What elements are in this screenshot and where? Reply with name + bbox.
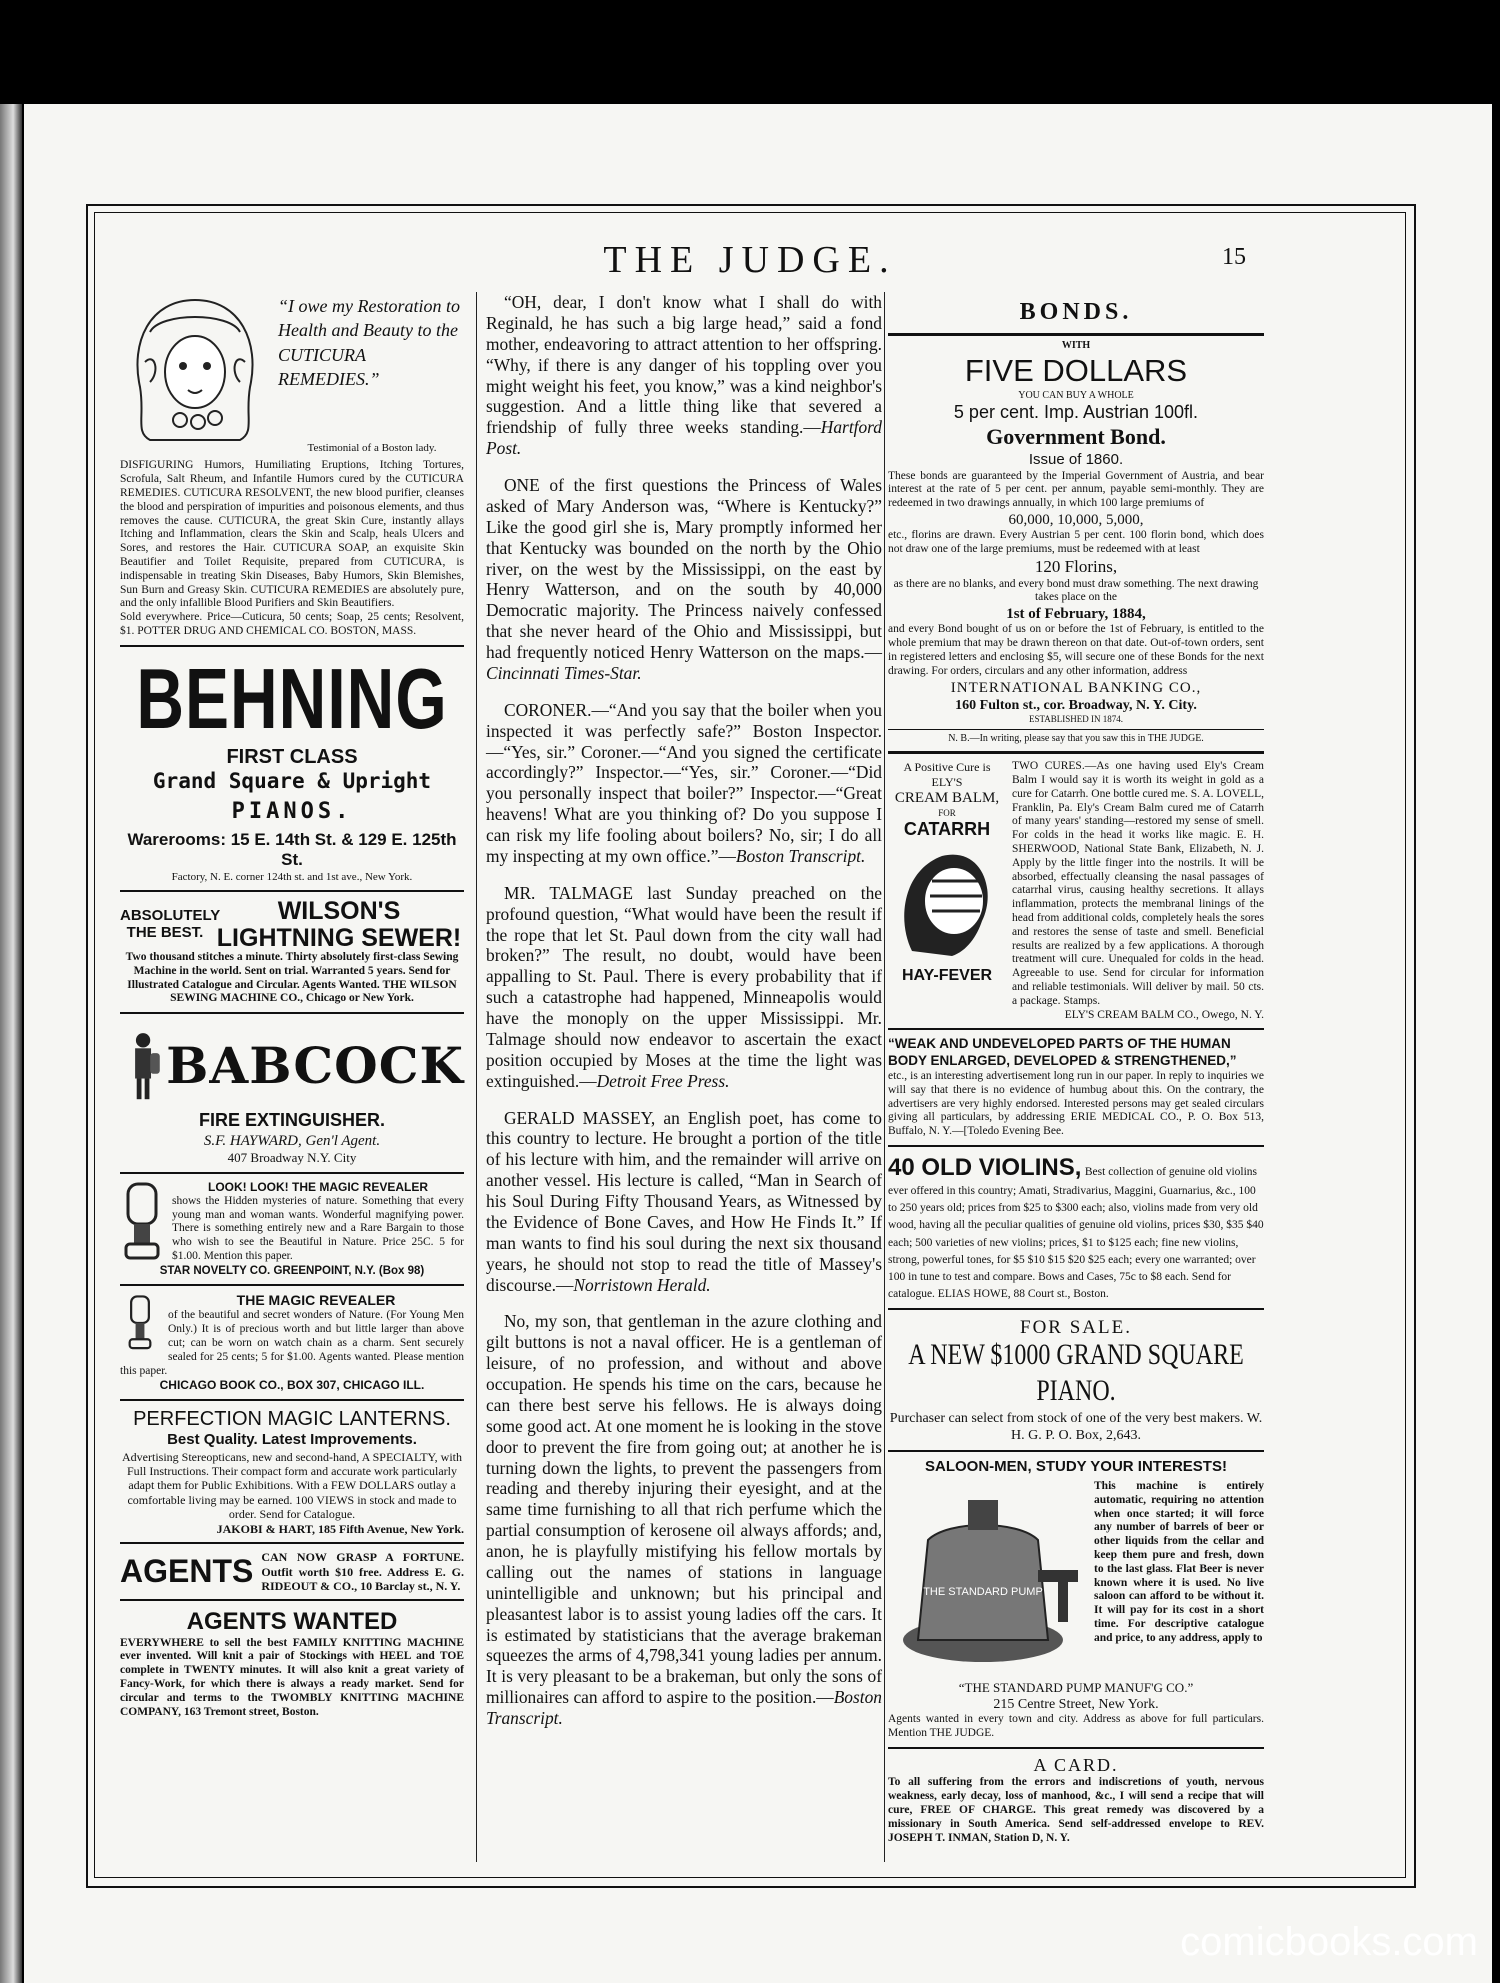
card-title: A CARD. — [1033, 1754, 1119, 1775]
a-card-ad — [888, 1749, 1264, 1846]
magic-lanterns-ad — [120, 1401, 464, 1544]
beer-pump-illustration — [888, 1480, 1088, 1680]
behning-warerooms: Warerooms: 15 E. 14th St. & 129 E. 125th St. — [127, 829, 457, 870]
weak-body: etc., is an interesting advertisement long run in our paper. In reply to inquiries we will say that there is no evidence of humbug about this. On the contrary, the advertisers are very highly endorsed. Interested persons may get sealed circulars giving all particulars, by addressing ERIE MEDICAL CO., P. O. Box 513, Buffalo, N. Y.—[Toledo Evening Bee. — [888, 1070, 1264, 1138]
column-rule-1 — [476, 292, 477, 1862]
fireman-illustration — [120, 1020, 166, 1110]
piano-for-sale-ad — [888, 1310, 1264, 1452]
babcock-sub: FIRE EXTINGUISHER. — [198, 1110, 386, 1131]
card-body: To all suffering from the errors and indiscretions of youth, nervous weakness, early decay, loss of manhood, &c., I will send a recipe that will cure, FREE OF CHARGE. This great remedy was discovered by a missionary in South America. Send self-addressed envelope to REV. JOSEPH T. INMAN, Station D, N. Y. — [888, 1776, 1264, 1844]
agents2-body: EVERYWHERE to sell the best FAMILY KNITTING MACHINE ever invented. Will knit a pair of Stockings with HEEL and TOE complete in TWENTY minutes. It will also knit a great variety of Fancy-Work, for which there is always a ready market. Send for circular and terms to the TWOMBLY KNITTING MACHINE COMPANY, 163 Tremont street, Boston. — [120, 1636, 464, 1718]
cuticura-ad — [120, 292, 464, 647]
magic2-company: CHICAGO BOOK CO., BOX 307, CHICAGO ILL. — [159, 1378, 425, 1393]
bonds-issue: Issue of 1860. — [1028, 451, 1124, 469]
article-kentucky: ONE of the first questions the Princess of Wales asked of Mary Anderson was, “Where is Kentucky?” Like the good girl she is, Mary promptly informed her that Kentucky was bounded on the north by the Ohio river, on the west by the Mississippi, on the east by Henry Watterson, and on the south by 40,000 Democratic majority. The Princess naively confessed that she never heard of the Ohio and Mississippi, but had frequently noticed Henry Watterson on the maps.—Cincinnati Times-Star. — [486, 475, 882, 683]
ely-company: ELY'S CREAM BALM CO., Owego, N. Y. — [1064, 1008, 1264, 1021]
wilson-body: Two thousand stitches a minute. Thirty absolutely first-class Sewing Machine in the world. Sent on trial. Warranted 5 years. Send for Illustrated Catalogue and Circular. Agents Wanted. THE WILSON SEWING MACHINE CO., Chicago or New York. — [125, 950, 459, 1005]
bonds-premiums: 60,000, 10,000, 5,000, — [1008, 511, 1144, 528]
ely-body: TWO CURES.—As one having used Ely's Cream Balm I would say it is worth its weight in gold as a cure for Catarrh. One bottle cured me. S. A. LOVELL, Franklin, Pa. Ely's Cream Balm cured me of Catarrh of many years' standing—restored my sense of smell. For colds in the head it works like magic. E. H. SHERWOOD, National State Bank, Elizabeth, N. J. Apply by the little finger into the nostrils. It will be absorbed, effectually cleansing the nasal passages of catarrhal virus, causing healthy secretions. It allays inflammation, protects the membranal linings of the head from additional colds, completely heals the sores and restores the sense of taste and smell. Beneficial results are realized by a few applications. A thorough treatment will cure. Unequaled for colds in the head. Agreeable to use. Send for circular for information and reliable testimonials. Will deliver by mail. 50 cts. a package. Stamps. — [1012, 760, 1264, 1007]
magic-revealer-charm-illustration — [120, 1292, 160, 1354]
wilson-name: WILSON'S LIGHTNING SEWER! — [216, 897, 462, 952]
bonds-ad — [888, 292, 1264, 754]
agents1-body: CAN NOW GRASP A FORTUNE. Outfit worth $10 free. Address E. G. RIDEOUT & CO., 10 Barclay st., N. Y. — [261, 1550, 464, 1594]
agents-knitting-ad — [120, 1601, 464, 1719]
bonds-body-3: as there are no blanks, and every bond must draw something. The next drawing takes place on the — [893, 577, 1259, 604]
column-rule-2 — [884, 292, 885, 1862]
saloon-body: This machine is entirely automatic, requiring no attention when once started; it will force any number of barrels of beer or other liquids from the cellar and keep them pure and fresh, down to the last glass. Flat Beer is never known where it is used. No live saloon can afford to be without it. It will pay for its cost in a short time. For descriptive catalogue and price, to any address, apply to — [1094, 1480, 1264, 1644]
elys-head-illustration — [892, 841, 1002, 961]
watermark-logo: comicbooks.com — [1180, 1920, 1478, 1964]
bonds-with: WITH — [1061, 340, 1091, 352]
ely-left-2: ELY'S — [931, 774, 963, 789]
article-brakeman: No, my son, that gentleman in the azure clothing and gilt buttons is not a naval officer. He is a gentleman of leisure, of no profession, and without and above occupation. He spends his time on the cars, because he can there best serve his fellows. He is always doing some good act. At one moment he is looking in the stove door to prevent the fire from going out; at another he is turning down the lights, to prevent the passengers from reading and thereby injuring their eyesight, and at the same time furnishing to all that rich perfume which the partial consumption of kerosene oil always affords; and, anon, he is playfully mistifying his fellow mortals by calling out the names of stations in language unintelligible and unknown; but his principal and pleasantest labor is to assist young ladies off the cars. It is estimated by statisticians that the average brakeman squeezes the arms of 4,798,341 young ladies per annum. It is very pleasant to be a brakeman, but only the sons of millionaires can afford to aspire to the position.—Boston Transcript. — [486, 1311, 882, 1728]
babcock-ad — [120, 1014, 464, 1174]
magic2-body: of the beautiful and secret wonders of Nature. (For Young Men Only.) It is of precious worth and but little larger than above cut; can be worn on watch chain as a charm. Sent securely sealed for 25 cents; 5 for $1.00. Agents wanted. Please mention this paper. — [120, 1309, 464, 1377]
lantern-sub: Best Quality. Latest Improvements. — [167, 1431, 417, 1449]
wilson-tagline: ABSOLUTELY THE BEST. — [120, 907, 221, 941]
bonds-government: Government Bond. — [986, 424, 1166, 450]
sale-title: FOR SALE. — [1020, 1316, 1132, 1338]
magic1-title: LOOK! LOOK! THE MAGIC REVEALER — [208, 1180, 428, 1195]
bonds-florins: 120 Florins, — [1034, 556, 1118, 576]
girl-portrait-illustration — [120, 292, 270, 442]
violins-title: 40 OLD VIOLINS, — [888, 1154, 1082, 1182]
pump-label: THE STANDARD PUMP — [923, 1586, 1043, 1598]
babcock-name: BABCOCK — [166, 1035, 464, 1095]
behning-ad — [120, 647, 464, 893]
behning-class: FIRST CLASS — [226, 745, 358, 768]
saloon-company: “THE STANDARD PUMP MANUF'G CO.” — [958, 1680, 1194, 1695]
babcock-agent: S.F. HAYWARD, Gen'l Agent. — [203, 1133, 381, 1150]
page-number: 15 — [1222, 244, 1246, 270]
magic-revealer-ad-2 — [120, 1286, 464, 1401]
ely-hayfever: HAY-FEVER — [901, 966, 993, 984]
behning-factory: Factory, N. E. corner 124th st. and 1st ave., New York. — [171, 871, 413, 884]
behning-name: BEHNING — [136, 649, 448, 746]
article-reginald: “OH, dear, I don't know what I shall do with Reginald, he has such a big large head,” said a fond mother, endeavoring to attract attention to her offspring. “Why, if there is any danger of his toppling over you might weight his feet, you know,” was a kind neighbor's suggestion. And a little thing like that severed a friendship of fully three weeks standing.—Hartford Post. — [486, 292, 882, 459]
bonds-body-4: and every Bond bought of us on or before the 1st of February, is entitled to the whole premium that may be drawn thereon on that date. Out-of-town orders, sent in registered letters and enclosing $5, will secure one of these Bonds for the next drawing. For orders, circulars and any other information, address — [888, 623, 1264, 677]
cuticura-body: DISFIGURING Humors, Humiliating Eruptions, Itching Tortures, Scrofula, Salt Rheum, and Infantile Humors cured by the CUTICURA REMEDIES. CUTICURA RESOLVENT, the new blood purifier, cleanses the blood and perspiration of impurities and poisonous elements, and thus removes the cause. CUTICURA, the great Skin Cure, instantly allays Itching and Inflammation, clears the Skin and Scalp, heals Ulcers and Sores, and restores the Hair. CUTICURA SOAP, an exquisite Skin Beautifier and Toilet Requisite, prepared from CUTICURA, is indispensable in treating Skin Diseases, Baby Humors, Skin Blemishes, Sun Burn and Greasy Skin. CUTICURA REMEDIES are absolutely pure, and the only infallible Blood Purifiers and Skin Beautifiers. — [120, 459, 464, 610]
weak-parts-ad — [888, 1030, 1264, 1147]
agents2-title: AGENTS WANTED — [186, 1608, 398, 1636]
bonds-body-1: These bonds are guaranteed by the Imperial Government of Austria, and bear interest at the rate of 5 per cent. per annum, payable semi-monthly. They are redeemed in two drawings annually, in which 100 large premiums of — [888, 469, 1264, 510]
ely-left-1: A Positive Cure is — [903, 760, 991, 775]
bonds-rate: 5 per cent. Imp. Austrian 100fl. — [953, 402, 1199, 423]
adjacent-page-edge — [0, 104, 22, 1983]
bonds-title: BONDS. — [888, 298, 1264, 336]
cuticura-quote: “I owe my Restoration to Health and Beauty to the CUTICURA REMEDIES.” — [278, 296, 460, 389]
article-massey: GERALD MASSEY, an English poet, has come to this country to lecture. He brought a portion of the title of his lecture with him, and the remainder will arrive on another vessel. His lecture is called, “Man in Search of his Soul During Fifty Thousand Years, as Witnessed by the Evidence of Bone Caves, and How He Finds It.” If man wants to find his soul during the next six thousand years, he should not stop to read the title of Massey's discourse.—Norristown Herald. — [486, 1107, 882, 1295]
bonds-you-can: YOU CAN BUY A WHOLE — [1018, 390, 1134, 402]
ely-for: FOR — [938, 807, 956, 818]
saloon-address: 215 Centre Street, New York. — [993, 1696, 1159, 1712]
cuticura-price: Sold everywhere. Price—Cuticura, 50 cents; Soap, 25 cents; Resolvent, $1. POTTER DRUG AND CHEMICAL CO. BOSTON, MASS. — [120, 611, 464, 637]
article-talmage: MR. TALMAGE last Sunday preached on the profound question, “What would have been the result if the rope that let St. Paul down from the city wall had broken?” The result, no doubt, would have been appalling to St. Paul. There is every probability that if such a catastrophe had happened, Minneapolis would have the monoply on the upper Mississippi. Mr. Talmage should now endeavor to ascertain the exact position occupied by Moses at the time the light was extinguished.—Detroit Free Press. — [486, 882, 882, 1091]
ely-left-3: CREAM BALM, — [894, 790, 1000, 807]
bonds-date: 1st of February, 1884, — [1006, 606, 1146, 623]
masthead-title: THE JUDGE. — [603, 239, 897, 281]
magic-revealer-ad-1 — [120, 1174, 464, 1286]
bonds-company: INTERNATIONAL BANKING CO., — [950, 679, 1202, 696]
column-right — [888, 292, 1264, 1845]
lantern-firm: JAKOBI & HART, 185 Fifth Avenue, New York. — [216, 1521, 464, 1536]
article-coroner: CORONER.—“And you say that the boiler when you inspected it was perfectly safe?” Boston Inspector.—“Yes, sir.” Coroner.—“And you signed the certificate accordingly?” Inspector.—“Yes, sir.” Coroner.—“Did you personally inspect that boiler?” Inspector.—“Great heavens! What are you thinking of? Do you suppose I can risk my life fooling about boilers? No, sir; I do all my inspecting at my own office.”—Boston Transcript. — [486, 699, 882, 866]
old-violins-ad — [888, 1147, 1264, 1310]
agents-fortune-ad — [120, 1544, 464, 1601]
elys-cream-balm-ad — [888, 754, 1264, 1030]
saloon-title: SALOON-MEN, STUDY YOUR INTERESTS! — [925, 1457, 1227, 1475]
behning-line: Grand Square & Upright — [152, 769, 432, 794]
lantern-body: Advertising Stereopticans, new and second-hand, A SPECIALTY, with Full Instructions. Their compact form and accurate work particularly adapt them for Public Exhibitions. With a FEW DOLLARS outlay a comfortable living may be earned. 100 VIEWS in stock and made to order. Send for Catalogue. — [122, 1449, 462, 1522]
standard-pump-ad — [888, 1452, 1264, 1749]
bonds-five-dollars: FIVE DOLLARS — [964, 353, 1188, 389]
sale-body: Purchaser can select from stock of one of the very best makers. W. H. G. P. O. Box, 2,643. — [889, 1410, 1263, 1443]
column-left — [120, 292, 464, 1719]
bonds-address: 160 Fulton st., cor. Broadway, N. Y. City. — [955, 697, 1197, 713]
behning-pianos: PIANOS. — [231, 798, 353, 824]
magic1-body: shows the Hidden mysteries of nature. Something that every young man and woman wants. Wonderful magnifying power. There is something entirely new and a Rare Bargain to those who wish to see the Beautiful in Nature. Price 25C. 5 for $1.00. Mention this paper. — [172, 1194, 464, 1263]
saloon-agents: Agents wanted in every town and city. Address as above for full particulars. Mention THE JUDGE. — [888, 1712, 1264, 1739]
lantern-title: PERFECTION MAGIC LANTERNS. — [133, 1407, 451, 1430]
babcock-address: 407 Broadway N.Y. City — [227, 1150, 357, 1166]
magic-revealer-illustration — [120, 1180, 164, 1264]
bonds-body-2: etc., florins are drawn. Every Austrian 5 per cent. 100 florin bond, which does not draw one of the large premiums, must be redeemed with at least — [888, 529, 1264, 556]
cuticura-testimonial: Testimonial of a Boston lady. — [307, 442, 437, 454]
weak-title: “WEAK AND UNDEVELOPED PARTS OF THE HUMAN BODY ENLARGED, DEVELOPED & STRENGTHENED,” — [888, 1036, 1237, 1069]
violins-body: Best collection of genuine old violins ever offered in this country; Amati, Stradivarius, Maggini, Guarnarius, &c., 100 to 250 years old; prices from $25 to $300 each; also, violins made from very old wood, having all the peculiar qualities of genuine old violins, prices $30, $35 $40 each; 500 varieties of new violins; prices, $1 to $125 each; fine new violins, strong, powerful tones, for $5 $10 $15 $20 $25 each; every one warranted; over 100 in tune to test and compare. Bows and Cases, 75c to $8 each. Send for catalogue. ELIAS HOWE, 88 Court st., Boston. — [888, 1166, 1264, 1300]
ely-catarrh: CATARRH — [903, 818, 991, 839]
sale-piano: A NEW $1000 GRAND SQUARE PIANO. — [908, 1338, 1244, 1409]
magic1-company: STAR NOVELTY CO. GREENPOINT, N.Y. (Box 98) — [159, 1265, 425, 1278]
magic2-title: THE MAGIC REVEALER — [236, 1292, 396, 1309]
agents1-title: AGENTS — [120, 1553, 254, 1590]
bonds-nb: N. B.—In writing, please say that you saw this in THE JUDGE. — [888, 729, 1264, 745]
column-middle — [486, 292, 882, 1745]
wilson-sewer-ad — [120, 892, 464, 1014]
bonds-established: ESTABLISHED IN 1874. — [1028, 714, 1124, 724]
